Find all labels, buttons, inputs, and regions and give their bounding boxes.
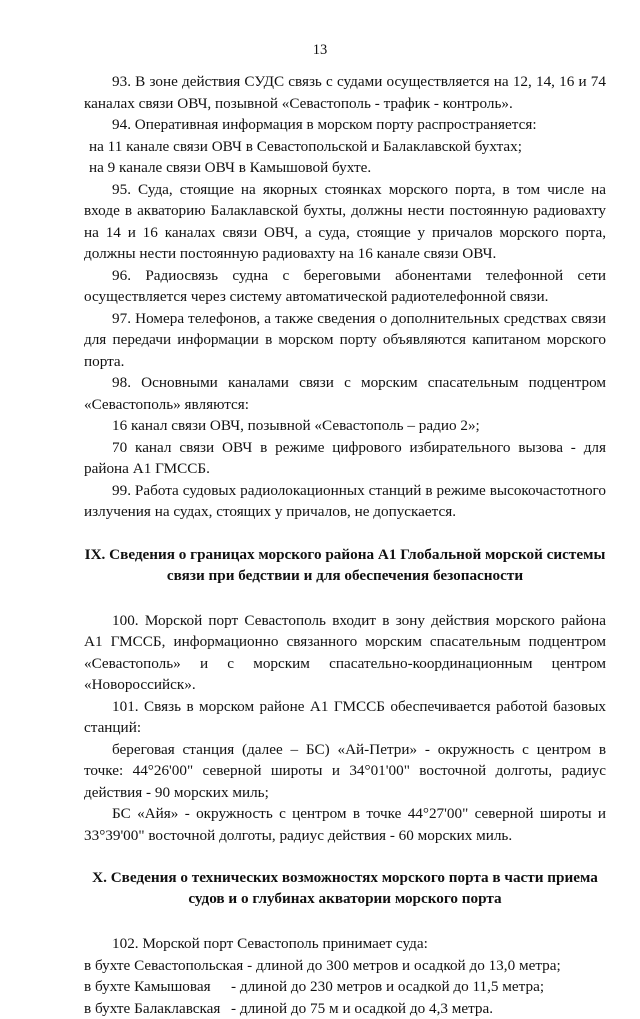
paragraph-102-intro: 102. Морской порт Севастополь принимает суда: xyxy=(84,933,606,955)
document-body xyxy=(84,71,606,1019)
bay-name: в бухте Севастопольская xyxy=(84,955,243,977)
paragraph-97: 97. Номера телефонов, а также сведения о дополнительных средствах связи для передачи информации в морском порту объявляются капитаном морского порта. xyxy=(84,308,606,373)
paragraph-101-intro: 101. Связь в морском районе А1 ГМССБ обеспечивается работой базовых станций: xyxy=(84,696,606,739)
paragraph-93: 93. В зоне действия СУДС связь с судами осуществляется на 12, 14, 16 и 74 каналах связи ОВЧ, позывной «Севастополь - трафик - контроль». xyxy=(84,71,606,114)
paragraph-96: 96. Радиосвязь судна с береговыми абонентами телефонной сети осуществляется через систему автоматической радиотелефонной связи. xyxy=(84,265,606,308)
paragraph-98-item: 16 канал связи ОВЧ, позывной «Севастополь – радио 2»; xyxy=(84,415,606,437)
section-9-heading: IX. Сведения о границах морского района А1 Глобальной морской системы связи при бедствии и для обеспечения безопасности xyxy=(84,544,606,586)
bay-limits: - длиной до 300 метров и осадкой до 13,0 метра; xyxy=(243,955,560,977)
section-10-heading: X. Сведения о технических возможностях морского порта в части приема судов и о глубинах акватории морского порта xyxy=(84,867,606,909)
bay-name: в бухте Балаклавская xyxy=(84,998,231,1019)
paragraph-101-item: БС «Айя» - окружность с центром в точке 44°27'00" северной широты и 33°39'00" восточной долготы, радиус действия - 60 морских миль. xyxy=(84,803,606,846)
paragraph-101-item: береговая станция (далее – БС) «Ай-Петри» - окружность с центром в точке: 44°26'00" северной широты и 34°01'00" восточной долготы, радиус действия - 90 морских миль; xyxy=(84,739,606,804)
page-number: 13 xyxy=(0,42,640,59)
bay-limits: - длиной до 75 м и осадкой до 4,3 метра. xyxy=(231,998,493,1019)
vessel-limit-row xyxy=(84,955,606,977)
paragraph-94-item: на 9 канале связи ОВЧ в Камышовой бухте. xyxy=(84,157,606,179)
paragraph-95: 95. Суда, стоящие на якорных стоянках морского порта, в том числе на входе в акваторию Балаклавской бухты, должны нести постоянную радиовахту на 14 и 16 каналах связи ОВЧ, а суда, стоящие у причалов морского порта, должны нести постоянную радиовахту на 16 канале связи ОВЧ. xyxy=(84,179,606,265)
paragraph-94-item: на 11 канале связи ОВЧ в Севастопольской и Балаклавской бухтах; xyxy=(84,136,606,158)
paragraph-100: 100. Морской порт Севастополь входит в зону действия морского района А1 ГМССБ, информационно связанного морским спасательным подцентром «Севастополь» и с морским спасательно-координационным центром «Новороссийск». xyxy=(84,610,606,696)
vessel-limit-row xyxy=(84,998,606,1019)
paragraph-99: 99. Работа судовых радиолокационных станций в режиме высокочастотного излучения на судах, стоящих у причалов, не допускается. xyxy=(84,480,606,523)
paragraph-94-intro: 94. Оперативная информация в морском порту распространяется: xyxy=(84,114,606,136)
vessel-limit-row xyxy=(84,976,606,998)
bay-name: в бухте Камышовая xyxy=(84,976,231,998)
paragraph-98-item: 70 канал связи ОВЧ в режиме цифрового избирательного вызова - для района А1 ГМССБ. xyxy=(84,437,606,480)
paragraph-98-intro: 98. Основными каналами связи с морским спасательным подцентром «Севастополь» являются: xyxy=(84,372,606,415)
bay-limits: - длиной до 230 метров и осадкой до 11,5 метра; xyxy=(231,976,544,998)
